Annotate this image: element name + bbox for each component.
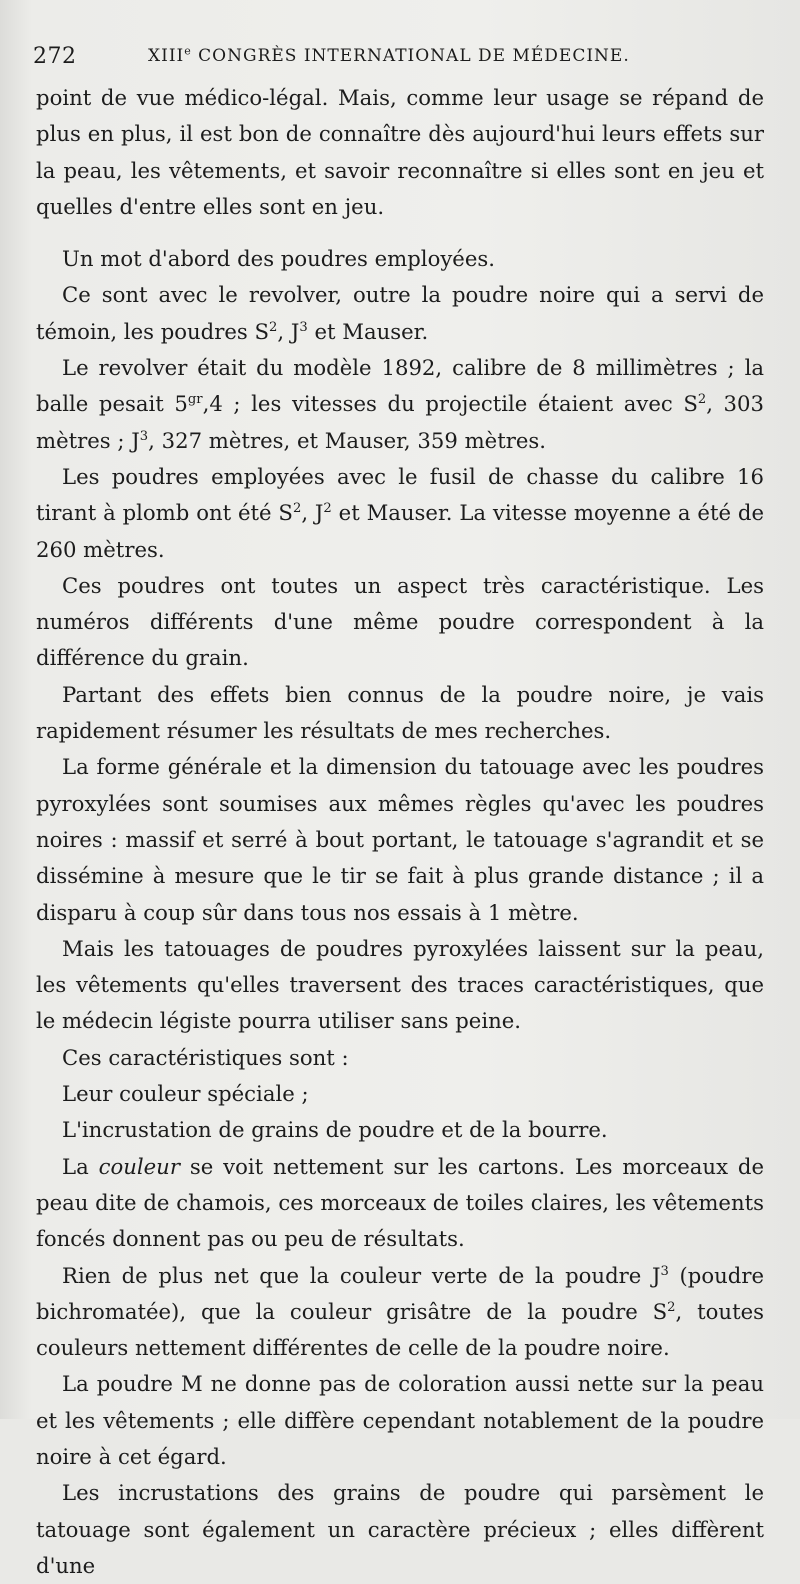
text-run: , J (277, 318, 300, 344)
paragraph (36, 350, 764, 459)
italic-term: couleur (98, 1153, 180, 1179)
superscript: 3 (139, 428, 149, 444)
text-run: Rien de plus net que la couleur verte de la poudre J (62, 1262, 661, 1288)
superscript: 3 (299, 319, 308, 335)
paragraph: Un mot d'abord des poudres employées. (62, 246, 495, 272)
paragraph: La poudre M ne donne pas de coloration aussi nette sur la peau et les vêtements ; elle diffère cependant notablement de la poudre noire à cet égard. (36, 1371, 764, 1469)
text-run: Le revolver était du modèle 1892, calibre de 8 millimètres ; la balle pesait 5 (36, 355, 764, 417)
text-run: La (62, 1153, 99, 1179)
text-run: se voit nettement sur les cartons. Les morceaux de peau dite de chamois, ces morceaux de toiles claires, les vêtements foncés donnent pas ou peu de résultats. (36, 1153, 765, 1252)
text-run: , 327 mètres, et Mauser, 359 mètres. (148, 427, 546, 453)
text-run: ,4 ; les vitesses du projectile étaient avec S (202, 391, 698, 417)
superscript: gr (187, 392, 203, 408)
text-run: , J (301, 500, 324, 526)
running-title-sup: e (184, 44, 192, 58)
text-run: Ce sont avec le revolver, outre la poudre noire qui a servi de témoin, les poudres S (36, 282, 764, 344)
list-item: Leur couleur spéciale ; (62, 1081, 309, 1107)
paragraph (36, 459, 764, 568)
text-run: , toutes couleurs nettement différentes de celle de la poudre noire. (36, 1298, 764, 1361)
paragraph: point de vue médico-légal. Mais, comme leur usage se répand de plus en plus, il est bon de connaître dès aujourd'hui leurs effets sur la peau, les vêtements, et savoir reconnaître si elles sont en jeu et quelles d'entre elles sont en jeu. (36, 85, 764, 219)
superscript: 2 (292, 501, 302, 517)
superscript: 2 (667, 1299, 676, 1315)
paragraph (36, 1258, 764, 1367)
running-title-part: XIII (148, 46, 185, 66)
text-run: Les poudres employées avec le fusil de chasse du calibre 16 tirant à plomb ont été S (36, 463, 764, 526)
paragraph (36, 1149, 764, 1258)
superscript: 2 (269, 319, 278, 335)
list-item: Ces caractéristiques sont : (62, 1044, 349, 1070)
list-item: L'incrustation de grains de poudre et de la bourre. (62, 1117, 608, 1143)
paragraph: Les incrustations des grains de poudre qui parsèment le tatouage sont également un caractère précieux ; elles diffèrent d'une (36, 1480, 764, 1578)
paragraph: La forme générale et la dimension du tatouage avec les poudres pyroxylées sont soumises aux mêmes règles qu'avec les poudres noires : massif et serré à bout portant, le tatouage s'agrandit et se dissémine à mesure que le tir se fait à plus grande distance ; il a disparu à coup sûr dans tous nos essais à 1 mètre. (36, 754, 764, 925)
text-run: et Mauser. (307, 318, 429, 344)
text-run: (poudre bichromatée), que la couleur grisâtre de la poudre S (36, 1262, 764, 1324)
paragraph: Mais les tatouages de poudres pyroxylées laissent sur la peau, les vêtements qu'elles traversent des traces caractéristiques, que le médecin légiste pourra utiliser sans peine. (36, 935, 764, 1034)
text-run: , 303 mètres ; J (36, 391, 765, 453)
superscript: 2 (323, 501, 332, 517)
page-number: 272 (33, 44, 77, 69)
superscript: 3 (660, 1263, 669, 1279)
body-text (36, 80, 764, 1584)
page-header (33, 40, 773, 72)
paragraph: Partant des effets bien connus de la poudre noire, je vais rapidement résumer les résultats de mes recherches. (36, 681, 764, 744)
paragraph: Ces poudres ont toutes un aspect très caractéristique. Les numéros différents d'une même poudre correspondent à la différence du grain. (36, 572, 764, 671)
running-title-part: CONGRÈS INTERNATIONAL DE MÉDECINE. (191, 46, 630, 66)
paragraph (36, 277, 764, 350)
running-title (148, 46, 630, 66)
superscript: 2 (697, 392, 707, 408)
text-run: et Mauser. La vitesse moyenne a été de 260 mètres. (36, 500, 764, 562)
